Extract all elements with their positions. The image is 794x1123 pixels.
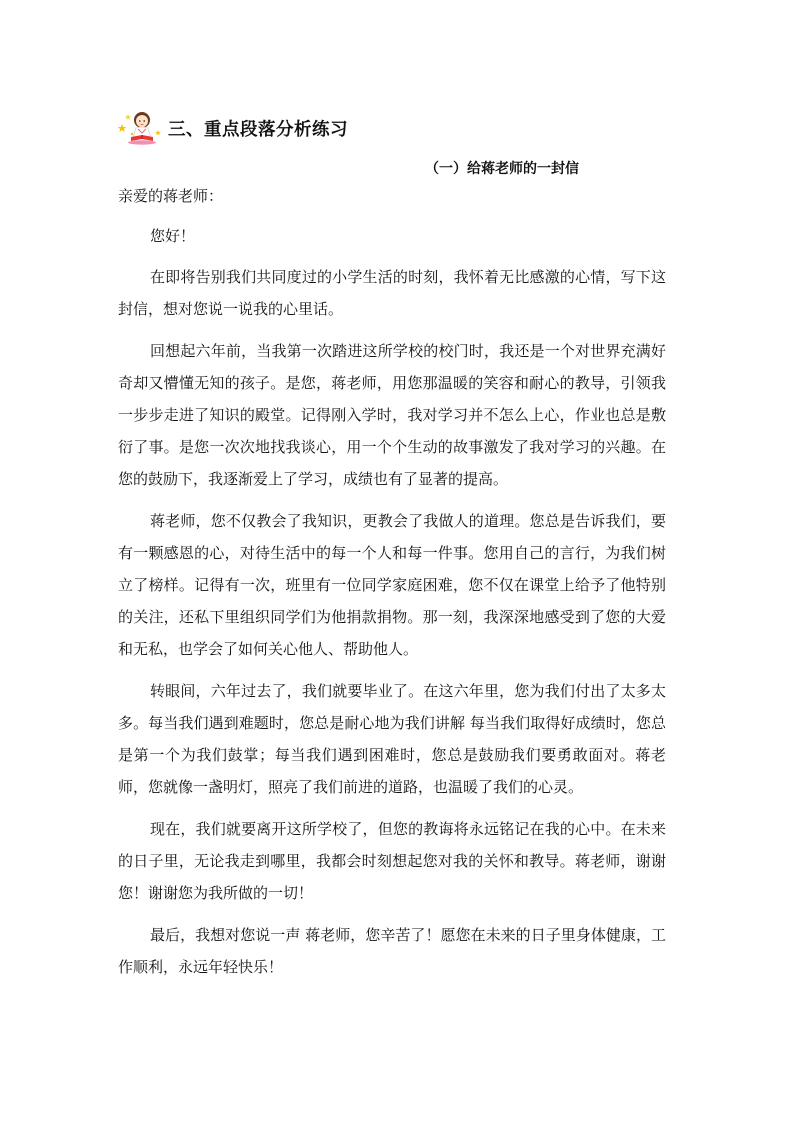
letter-paragraph: 回想起六年前，当我第一次踏进这所学校的校门时，我还是一个对世界充满好奇却又懵懂无知的孩子。是您，蒋老师，用您那温暖的笑容和耐心的教导，引领我一步步走进了知识的殿堂。记得刚入学时，我对学习并不怎么上心，作业也总是敷衍了事。是您一次次地找我谈心，用一个个生动的故事激发了我对学习的兴趣。在您的鼓励下，我逐渐爱上了学习，成绩也有了显著的提高。 (118, 342, 666, 488)
letter-salutation: 亲爱的蒋老师： (118, 187, 224, 205)
letter-paragraph: 在即将告别我们共同度过的小学生活的时刻，我怀着无比感激的心情，写下这封信，想对您说一说我的心里话。 (118, 268, 666, 318)
letter-body (118, 180, 666, 993)
letter-paragraph: 最后，我想对您说一声 蒋老师，您辛苦了！愿您在未来的日子里身体健康，工作顺利，永远年轻快乐！ (118, 926, 666, 976)
section-title: 三、重点段落分析练习 (168, 119, 348, 140)
letter-paragraph: 现在，我们就要离开这所学校了，但您的教诲将永远铭记在我的心中。在未来的日子里，无论我走到哪里，我都会时刻想起您对我的关怀和教导。蒋老师，谢谢您！谢谢您为我所做的一切！ (118, 820, 666, 902)
girl-reading-book-icon (118, 110, 166, 146)
letter-title: （一）给蒋老师的一封信 (425, 161, 579, 177)
letter-paragraph: 蒋老师，您不仅教会了我知识，更教会了我做人的道理。您总是告诉我们，要有一颗感恩的心，对待生活中的每一个人和每一件事。您用自己的言行，为我们树立了榜样。记得有一次，班里有一位同学家庭困难，您不仅在课堂上给予了他特别的关注，还私下里组织同学们为他捐款捐物。那一刻，我深深地感受到了您的大爱和无私，也学会了如何关心他人、帮助他人。 (118, 512, 666, 658)
letter-paragraph: 转眼间，六年过去了，我们就要毕业了。在这六年里，您为我们付出了太多太多。每当我们遇到难题时，您总是耐心地为我们讲解 每当我们取得好成绩时，您总是第一个为我们鼓掌；每当我们遇到困难时，您总是鼓励我们要勇敢面对。蒋老师，您就像一盏明灯，照亮了我们前进的道路，也温暖了我们的心灵。 (118, 682, 666, 796)
letter-greeting: 您好！ (150, 227, 196, 245)
section-header (118, 108, 348, 148)
